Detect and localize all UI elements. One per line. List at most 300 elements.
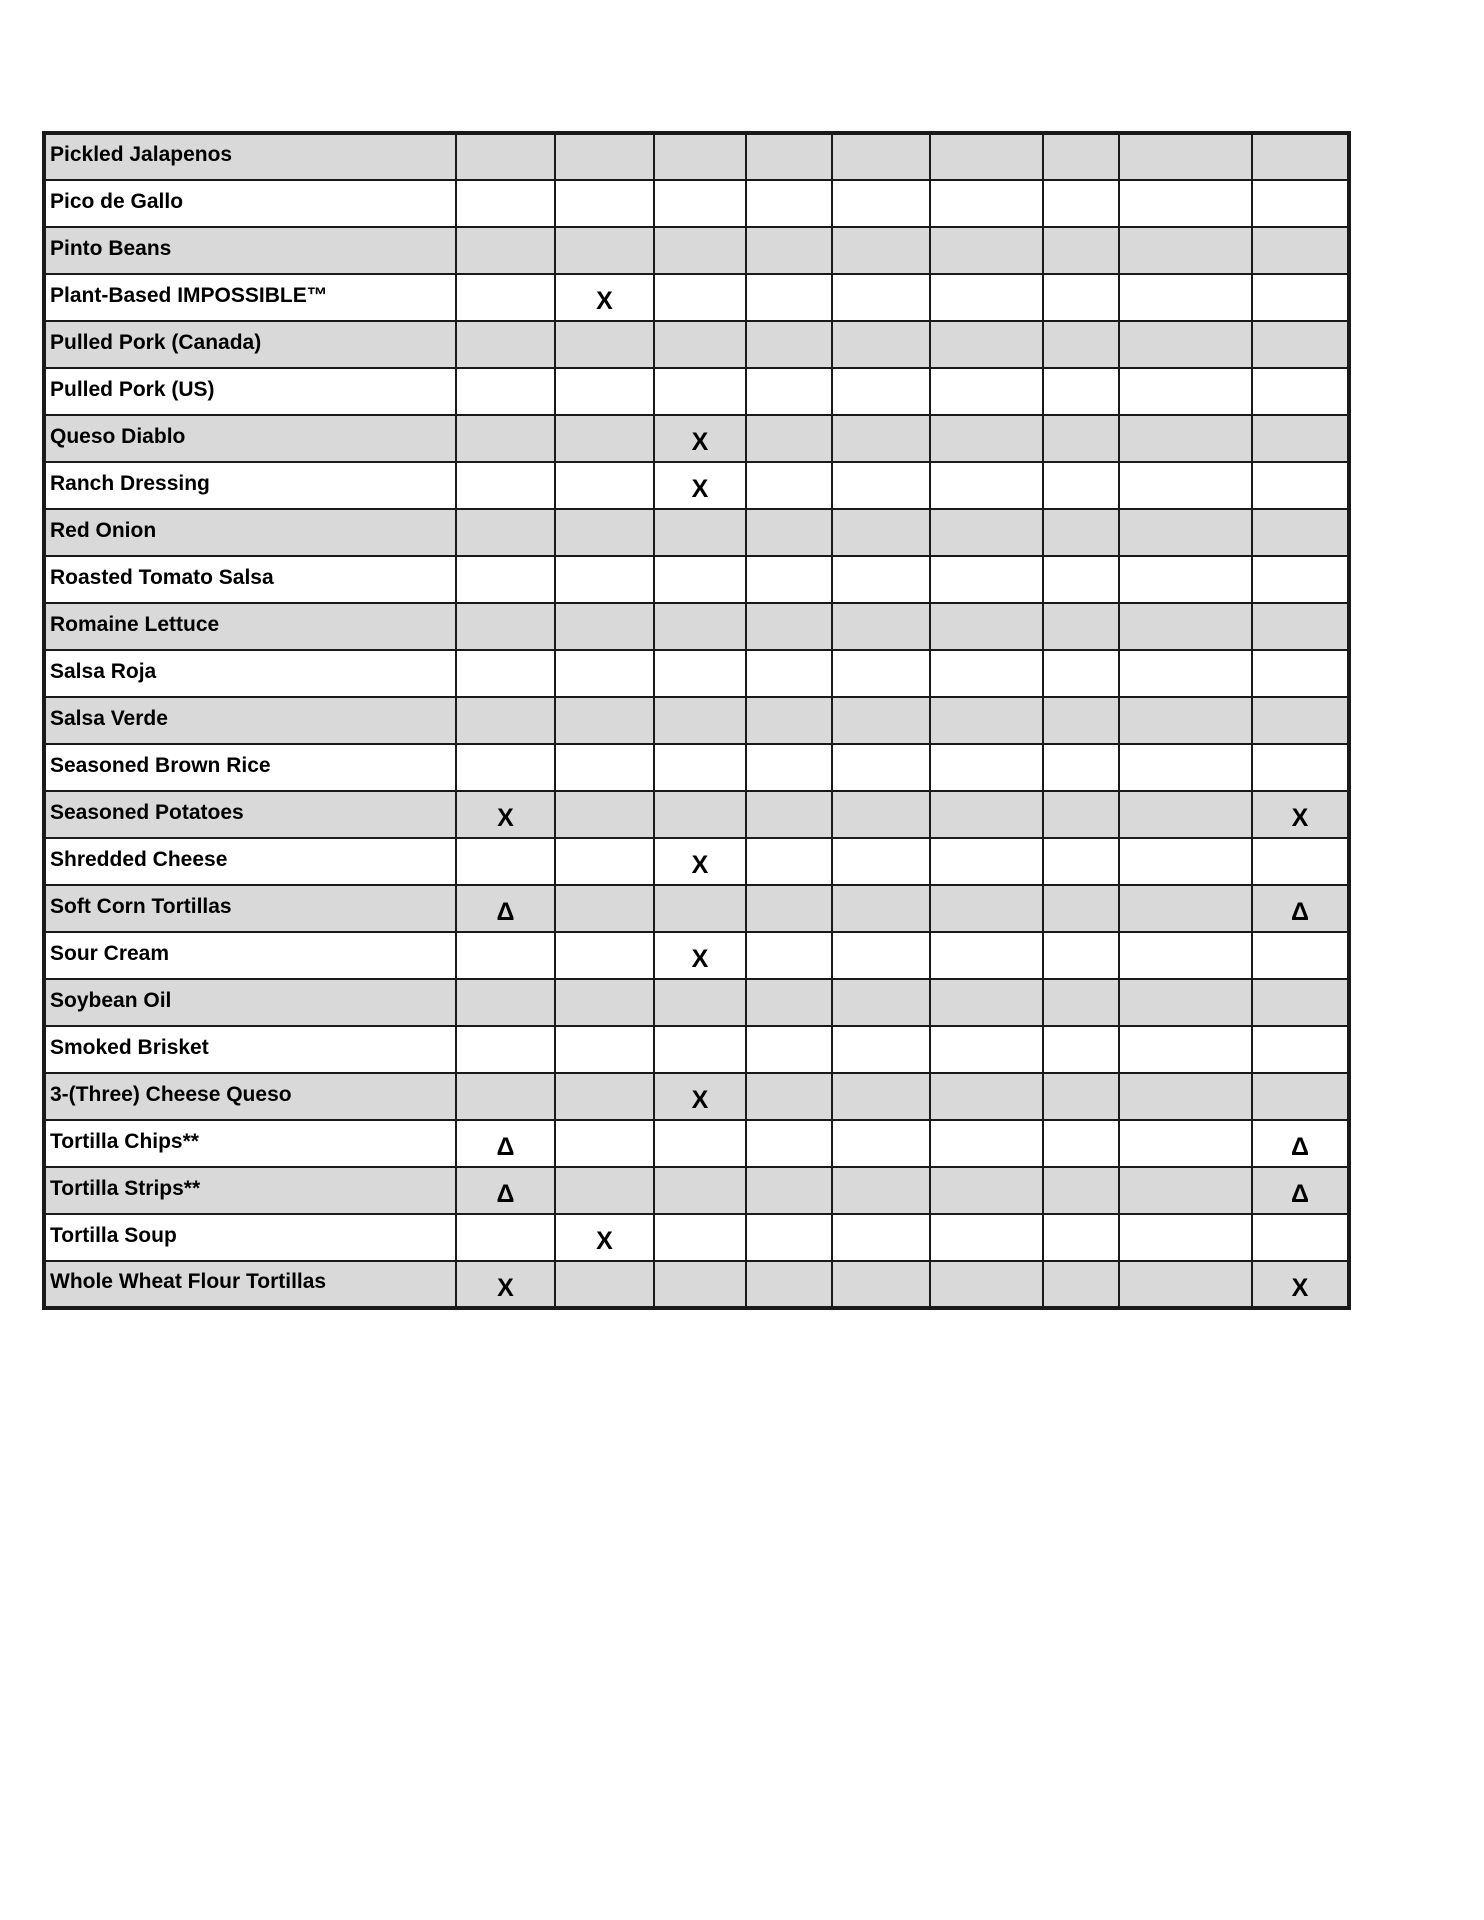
mark-cell	[555, 321, 654, 368]
mark-cell	[555, 932, 654, 979]
mark-symbol: X	[596, 1227, 613, 1255]
item-name: Seasoned Potatoes	[50, 800, 244, 824]
mark-cell	[930, 1261, 1043, 1308]
mark-cell	[654, 838, 746, 885]
mark-cell	[746, 650, 832, 697]
item-name: Soybean Oil	[50, 988, 172, 1012]
mark-cell	[746, 556, 832, 603]
mark-cell	[1252, 462, 1349, 509]
mark-cell	[1119, 979, 1252, 1026]
mark-cell	[555, 133, 654, 180]
mark-cell	[930, 180, 1043, 227]
mark-cell	[456, 885, 555, 932]
mark-cell	[832, 1120, 930, 1167]
mark-cell	[456, 979, 555, 1026]
table-row	[44, 180, 1349, 227]
mark-symbol: Δ	[496, 1180, 515, 1208]
mark-cell	[1119, 603, 1252, 650]
mark-cell	[555, 462, 654, 509]
item-name: Tortilla Chips**	[50, 1129, 199, 1153]
table-row	[44, 1167, 1349, 1214]
table-row	[44, 274, 1349, 321]
item-name: Romaine Lettuce	[50, 612, 220, 636]
mark-cell	[555, 979, 654, 1026]
mark-cell	[930, 509, 1043, 556]
mark-cell	[1252, 180, 1349, 227]
mark-cell	[654, 274, 746, 321]
mark-cell	[456, 1214, 555, 1261]
table-row	[44, 133, 1349, 180]
mark-cell	[555, 1214, 654, 1261]
mark-cell	[1252, 368, 1349, 415]
mark-cell	[746, 885, 832, 932]
item-name: Red Onion	[50, 518, 157, 542]
mark-cell	[832, 1261, 930, 1308]
mark-cell	[1043, 1026, 1119, 1073]
mark-cell	[654, 1167, 746, 1214]
mark-symbol: X	[691, 945, 709, 973]
mark-cell	[555, 603, 654, 650]
item-name-cell	[44, 133, 456, 180]
table-row	[44, 227, 1349, 274]
mark-cell	[456, 180, 555, 227]
item-name-cell	[44, 1120, 456, 1167]
mark-cell	[1252, 885, 1349, 932]
mark-cell	[1119, 1026, 1252, 1073]
mark-cell	[1043, 227, 1119, 274]
mark-cell	[746, 227, 832, 274]
mark-symbol: X	[497, 804, 514, 832]
item-name-cell	[44, 979, 456, 1026]
mark-cell	[1252, 650, 1349, 697]
mark-cell	[1043, 603, 1119, 650]
item-name-cell	[44, 462, 456, 509]
item-name: Tortilla Strips**	[50, 1176, 201, 1200]
mark-cell	[1043, 1167, 1119, 1214]
mark-cell	[654, 932, 746, 979]
item-name-cell	[44, 838, 456, 885]
mark-cell	[930, 462, 1043, 509]
mark-cell	[1119, 321, 1252, 368]
mark-cell	[930, 603, 1043, 650]
mark-cell	[654, 1214, 746, 1261]
mark-symbol: X	[1291, 804, 1309, 832]
item-name: Pinto Beans	[50, 236, 172, 260]
mark-cell	[746, 368, 832, 415]
mark-cell	[555, 1167, 654, 1214]
allergen-table	[42, 131, 1351, 1310]
mark-cell	[832, 1214, 930, 1261]
mark-cell	[832, 697, 930, 744]
mark-cell	[1252, 133, 1349, 180]
mark-cell	[746, 1120, 832, 1167]
mark-cell	[1252, 744, 1349, 791]
mark-cell	[555, 744, 654, 791]
mark-cell	[555, 227, 654, 274]
item-name-cell	[44, 415, 456, 462]
mark-cell	[456, 509, 555, 556]
table-row	[44, 1214, 1349, 1261]
item-name: Plant-Based IMPOSSIBLE™	[50, 283, 328, 307]
item-name-cell	[44, 932, 456, 979]
mark-cell	[1119, 697, 1252, 744]
mark-cell	[832, 1026, 930, 1073]
mark-cell	[930, 1026, 1043, 1073]
mark-cell	[930, 838, 1043, 885]
mark-cell	[746, 932, 832, 979]
mark-symbol: X	[596, 287, 613, 315]
mark-cell	[1252, 979, 1349, 1026]
mark-cell	[555, 791, 654, 838]
mark-cell	[555, 1261, 654, 1308]
mark-cell	[746, 133, 832, 180]
mark-cell	[930, 791, 1043, 838]
mark-cell	[1043, 838, 1119, 885]
mark-cell	[456, 462, 555, 509]
mark-cell	[555, 1026, 654, 1073]
mark-cell	[1252, 556, 1349, 603]
mark-cell	[1043, 133, 1119, 180]
mark-cell	[654, 180, 746, 227]
item-name: Pulled Pork (Canada)	[50, 330, 262, 354]
mark-cell	[654, 509, 746, 556]
table-row	[44, 650, 1349, 697]
item-name: Pico de Gallo	[50, 189, 184, 213]
table-row	[44, 368, 1349, 415]
mark-cell	[746, 1026, 832, 1073]
mark-cell	[555, 556, 654, 603]
mark-cell	[1043, 321, 1119, 368]
table-row	[44, 415, 1349, 462]
mark-cell	[654, 133, 746, 180]
item-name: Ranch Dressing	[50, 471, 210, 495]
mark-cell	[746, 321, 832, 368]
mark-cell	[1043, 1073, 1119, 1120]
mark-symbol: Δ	[1291, 1133, 1309, 1161]
mark-cell	[1119, 1120, 1252, 1167]
table-row	[44, 1026, 1349, 1073]
mark-cell	[746, 180, 832, 227]
mark-cell	[1252, 274, 1349, 321]
mark-cell	[1119, 368, 1252, 415]
mark-cell	[1043, 1261, 1119, 1308]
mark-cell	[1252, 227, 1349, 274]
mark-cell	[746, 1261, 832, 1308]
mark-cell	[654, 415, 746, 462]
mark-cell	[456, 1073, 555, 1120]
mark-cell	[1119, 415, 1252, 462]
mark-cell	[456, 791, 555, 838]
mark-cell	[832, 1073, 930, 1120]
item-name: Seasoned Brown Rice	[50, 753, 271, 777]
mark-cell	[1119, 885, 1252, 932]
item-name-cell	[44, 321, 456, 368]
item-name: Queso Diablo	[50, 424, 186, 448]
mark-cell	[1119, 509, 1252, 556]
mark-cell	[832, 838, 930, 885]
table-row	[44, 979, 1349, 1026]
mark-cell	[1043, 791, 1119, 838]
mark-cell	[1119, 556, 1252, 603]
mark-cell	[654, 791, 746, 838]
mark-cell	[1252, 932, 1349, 979]
mark-cell	[456, 1026, 555, 1073]
mark-cell	[1043, 650, 1119, 697]
item-name-cell	[44, 368, 456, 415]
mark-cell	[832, 321, 930, 368]
mark-cell	[1252, 1120, 1349, 1167]
mark-cell	[456, 1120, 555, 1167]
mark-cell	[456, 415, 555, 462]
table-row	[44, 1073, 1349, 1120]
item-name-cell	[44, 274, 456, 321]
mark-cell	[456, 650, 555, 697]
mark-symbol: Δ	[1291, 1180, 1309, 1208]
mark-cell	[1252, 838, 1349, 885]
mark-cell	[1252, 791, 1349, 838]
mark-cell	[1252, 1073, 1349, 1120]
mark-cell	[456, 932, 555, 979]
mark-cell	[456, 1167, 555, 1214]
table-row	[44, 838, 1349, 885]
item-name-cell	[44, 1167, 456, 1214]
mark-cell	[1043, 462, 1119, 509]
mark-cell	[746, 415, 832, 462]
mark-cell	[930, 368, 1043, 415]
mark-cell	[555, 1120, 654, 1167]
mark-cell	[654, 697, 746, 744]
item-name-cell	[44, 509, 456, 556]
mark-cell	[832, 1167, 930, 1214]
mark-cell	[930, 932, 1043, 979]
mark-cell	[1043, 509, 1119, 556]
table-row	[44, 932, 1349, 979]
mark-cell	[1043, 979, 1119, 1026]
mark-cell	[930, 650, 1043, 697]
mark-cell	[1043, 885, 1119, 932]
mark-cell	[1043, 1120, 1119, 1167]
item-name-cell	[44, 603, 456, 650]
mark-symbol: X	[691, 428, 709, 456]
mark-cell	[832, 744, 930, 791]
mark-symbol: Δ	[496, 1133, 515, 1161]
mark-cell	[1119, 932, 1252, 979]
mark-cell	[456, 744, 555, 791]
mark-symbol: Δ	[496, 898, 515, 926]
mark-cell	[654, 556, 746, 603]
mark-cell	[832, 979, 930, 1026]
mark-cell	[930, 885, 1043, 932]
mark-symbol: X	[691, 475, 709, 503]
mark-cell	[1043, 415, 1119, 462]
mark-cell	[1119, 274, 1252, 321]
mark-cell	[1119, 1073, 1252, 1120]
mark-cell	[832, 885, 930, 932]
mark-cell	[832, 133, 930, 180]
mark-cell	[930, 133, 1043, 180]
mark-cell	[456, 274, 555, 321]
mark-cell	[1252, 603, 1349, 650]
mark-cell	[456, 1261, 555, 1308]
item-name: Pulled Pork (US)	[50, 377, 215, 401]
mark-cell	[746, 791, 832, 838]
item-name-cell	[44, 1073, 456, 1120]
mark-cell	[654, 603, 746, 650]
mark-cell	[1252, 1214, 1349, 1261]
mark-cell	[832, 603, 930, 650]
mark-cell	[930, 415, 1043, 462]
mark-cell	[1043, 744, 1119, 791]
mark-cell	[746, 509, 832, 556]
mark-cell	[456, 133, 555, 180]
mark-cell	[930, 744, 1043, 791]
mark-cell	[746, 697, 832, 744]
mark-cell	[832, 932, 930, 979]
mark-cell	[654, 227, 746, 274]
item-name: Sour Cream	[50, 941, 170, 965]
mark-cell	[1119, 180, 1252, 227]
item-name-cell	[44, 1261, 456, 1308]
item-name: Shredded Cheese	[50, 847, 228, 871]
mark-cell	[555, 650, 654, 697]
mark-cell	[1119, 1214, 1252, 1261]
mark-cell	[654, 321, 746, 368]
table-row	[44, 603, 1349, 650]
item-name: Roasted Tomato Salsa	[50, 565, 274, 589]
mark-cell	[555, 1073, 654, 1120]
mark-cell	[555, 180, 654, 227]
item-name-cell	[44, 227, 456, 274]
mark-symbol: X	[497, 1273, 514, 1302]
mark-cell	[930, 556, 1043, 603]
table-row	[44, 885, 1349, 932]
mark-cell	[1252, 415, 1349, 462]
item-name-cell	[44, 180, 456, 227]
mark-cell	[555, 838, 654, 885]
mark-cell	[555, 274, 654, 321]
mark-cell	[654, 979, 746, 1026]
mark-cell	[930, 1214, 1043, 1261]
mark-cell	[930, 979, 1043, 1026]
mark-cell	[456, 556, 555, 603]
mark-cell	[746, 744, 832, 791]
mark-cell	[1119, 133, 1252, 180]
mark-cell	[555, 885, 654, 932]
mark-cell	[746, 462, 832, 509]
mark-cell	[1119, 791, 1252, 838]
mark-cell	[654, 1120, 746, 1167]
mark-cell	[1119, 744, 1252, 791]
mark-cell	[832, 227, 930, 274]
item-name: Tortilla Soup	[50, 1223, 177, 1247]
mark-cell	[832, 274, 930, 321]
mark-cell	[832, 556, 930, 603]
item-name-cell	[44, 885, 456, 932]
mark-cell	[456, 603, 555, 650]
item-name: Pickled Jalapenos	[50, 143, 233, 166]
mark-cell	[832, 180, 930, 227]
item-name-cell	[44, 556, 456, 603]
mark-cell	[1043, 274, 1119, 321]
mark-cell	[746, 979, 832, 1026]
item-name-cell	[44, 1026, 456, 1073]
mark-cell	[930, 1120, 1043, 1167]
mark-cell	[555, 415, 654, 462]
mark-cell	[832, 509, 930, 556]
mark-symbol: X	[1291, 1273, 1309, 1302]
mark-cell	[1043, 556, 1119, 603]
table-row	[44, 791, 1349, 838]
mark-cell	[555, 509, 654, 556]
mark-cell	[930, 274, 1043, 321]
mark-cell	[456, 697, 555, 744]
mark-cell	[1043, 1214, 1119, 1261]
mark-cell	[654, 650, 746, 697]
table-row	[44, 697, 1349, 744]
mark-cell	[654, 1073, 746, 1120]
mark-symbol: X	[691, 851, 709, 879]
item-name-cell	[44, 697, 456, 744]
mark-cell	[1119, 462, 1252, 509]
mark-cell	[1252, 1026, 1349, 1073]
mark-cell	[832, 462, 930, 509]
mark-cell	[1252, 1261, 1349, 1308]
mark-symbol: X	[691, 1086, 709, 1114]
table-row	[44, 321, 1349, 368]
mark-cell	[456, 368, 555, 415]
mark-cell	[832, 368, 930, 415]
mark-cell	[1252, 697, 1349, 744]
mark-cell	[1252, 321, 1349, 368]
mark-cell	[832, 650, 930, 697]
mark-cell	[746, 838, 832, 885]
item-name: Salsa Roja	[50, 659, 157, 683]
mark-cell	[1043, 180, 1119, 227]
table-row	[44, 462, 1349, 509]
mark-cell	[1043, 697, 1119, 744]
mark-cell	[654, 462, 746, 509]
table-row	[44, 744, 1349, 791]
item-name-cell	[44, 650, 456, 697]
mark-cell	[456, 838, 555, 885]
mark-cell	[1119, 650, 1252, 697]
mark-cell	[456, 321, 555, 368]
mark-symbol: Δ	[1291, 898, 1309, 926]
mark-cell	[1252, 1167, 1349, 1214]
mark-cell	[654, 368, 746, 415]
item-name-cell	[44, 1214, 456, 1261]
mark-cell	[746, 603, 832, 650]
table-row	[44, 556, 1349, 603]
mark-cell	[1252, 509, 1349, 556]
table-row	[44, 1120, 1349, 1167]
allergen-table-body	[44, 133, 1349, 1308]
mark-cell	[555, 697, 654, 744]
mark-cell	[654, 1026, 746, 1073]
item-name: Smoked Brisket	[50, 1035, 209, 1059]
mark-cell	[746, 1214, 832, 1261]
mark-cell	[746, 1073, 832, 1120]
item-name: Salsa Verde	[50, 706, 168, 730]
mark-cell	[1043, 932, 1119, 979]
mark-cell	[654, 885, 746, 932]
mark-cell	[654, 744, 746, 791]
item-name-cell	[44, 744, 456, 791]
mark-cell	[930, 1073, 1043, 1120]
mark-cell	[1119, 1167, 1252, 1214]
item-name: Whole Wheat Flour Tortillas	[50, 1270, 327, 1293]
item-name-cell	[44, 791, 456, 838]
